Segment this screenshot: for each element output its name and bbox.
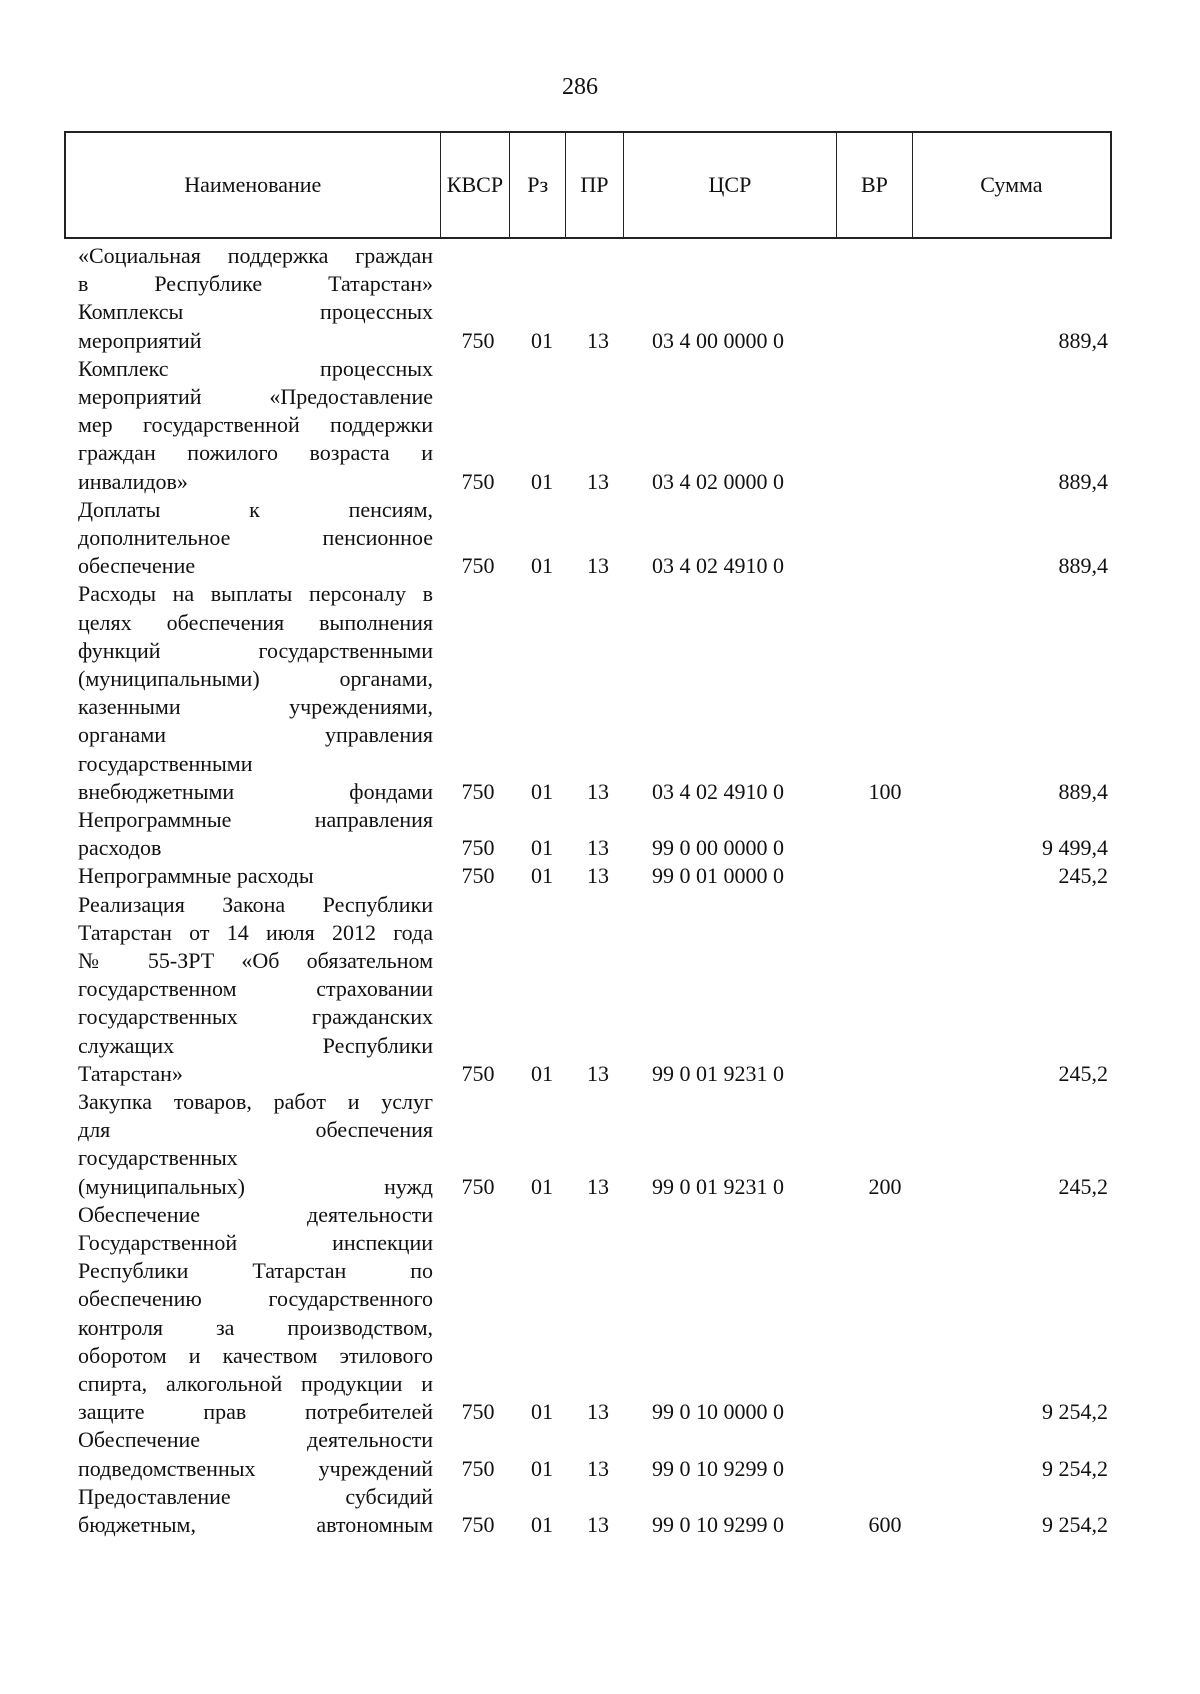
row-name	[78, 806, 433, 862]
table-row	[0, 242, 1200, 298]
row-pr: 13	[587, 1060, 609, 1086]
row-pr: 13	[587, 327, 609, 353]
header-name: Наименование	[66, 133, 441, 237]
table-row	[0, 1426, 1200, 1482]
row-name-line: (муниципальных) нужд	[78, 1173, 433, 1199]
row-name-line: государственных гражданских	[78, 1004, 433, 1030]
row-name-line: для обеспечения	[78, 1117, 433, 1143]
row-pr: 13	[587, 1173, 609, 1199]
row-name-line: бюджетным, автономным	[78, 1511, 433, 1537]
row-sum: 245,2	[1058, 1173, 1108, 1199]
row-pr: 13	[587, 863, 609, 889]
row-kvsr: 750	[461, 1511, 495, 1537]
row-name-line: Комплекс процессных	[78, 355, 433, 381]
row-name-line: Реализация Закона Республики	[78, 891, 433, 917]
row-name-line: Доплаты к пенсиям,	[78, 496, 433, 522]
table-row	[0, 1201, 1200, 1427]
row-kvsr: 750	[461, 835, 495, 861]
header-pr: ПР	[566, 133, 624, 237]
table-row	[0, 862, 1200, 890]
row-sum: 245,2	[1058, 1060, 1108, 1086]
row-name	[78, 242, 433, 298]
row-name-line: оборотом и качеством этилового	[78, 1342, 433, 1368]
row-name-line: мер государственной поддержки	[78, 412, 433, 438]
row-csr: 99 0 01 0000 0	[652, 863, 784, 889]
row-name-line: государственном страховании	[78, 976, 433, 1002]
header-csr: ЦСР	[624, 133, 837, 237]
row-csr: 03 4 02 4910 0	[652, 553, 784, 579]
row-csr: 99 0 10 9299 0	[652, 1455, 784, 1481]
row-rz: 01	[531, 1455, 553, 1481]
row-csr: 99 0 10 9299 0	[652, 1511, 784, 1537]
row-name-line: Закупка товаров, работ и услуг	[78, 1088, 433, 1114]
header-vr: ВР	[837, 133, 913, 237]
row-name-line: Государственной инспекции	[78, 1229, 433, 1255]
row-kvsr: 750	[461, 553, 495, 579]
row-vr: 100	[868, 778, 902, 804]
row-vr: 600	[868, 1511, 902, 1537]
row-name-line: служащих Республики	[78, 1032, 433, 1058]
row-pr: 13	[587, 835, 609, 861]
row-name-line: расходов	[78, 835, 162, 861]
row-name-line: мероприятий «Предоставление	[78, 383, 433, 409]
row-sum: 9 499,4	[1042, 835, 1108, 861]
table-row	[0, 1483, 1200, 1539]
row-rz: 01	[531, 778, 553, 804]
row-kvsr: 750	[461, 778, 495, 804]
row-name-line: Предоставление субсидий	[78, 1483, 433, 1509]
table-row	[0, 496, 1200, 581]
row-name-line: Обеспечение деятельности	[78, 1427, 433, 1453]
header-rz: Рз	[510, 133, 566, 237]
row-pr: 13	[587, 553, 609, 579]
row-name-line: Обеспечение деятельности	[78, 1201, 433, 1227]
row-rz: 01	[531, 468, 553, 494]
row-kvsr: 750	[461, 1173, 495, 1199]
row-name-line: органами управления	[78, 722, 433, 748]
row-pr: 13	[587, 1399, 609, 1425]
row-name-line: обеспечению государственного	[78, 1286, 433, 1312]
header-sum: Сумма	[980, 172, 1043, 197]
row-name-line: защите прав потребителей	[78, 1399, 433, 1425]
row-name	[78, 298, 433, 354]
row-rz: 01	[531, 553, 553, 579]
row-name-line: «Социальная поддержка граждан	[78, 243, 433, 268]
row-rz: 01	[531, 1511, 553, 1537]
page-number: 286	[562, 74, 598, 100]
row-name	[78, 1088, 433, 1201]
row-csr: 03 4 02 0000 0	[652, 468, 784, 494]
row-name-line: Непрограммные направления	[78, 806, 433, 832]
row-name-line: мероприятий	[78, 327, 202, 353]
row-name-line: Татарстан»	[78, 1060, 183, 1086]
row-name	[78, 1426, 433, 1482]
row-sum: 9 254,2	[1042, 1399, 1108, 1425]
table-row	[0, 891, 1200, 1088]
table-row	[0, 580, 1200, 806]
row-kvsr: 750	[461, 863, 495, 889]
row-kvsr: 750	[461, 1399, 495, 1425]
row-name-line: внебюджетными фондами	[78, 778, 433, 804]
row-name-line: Комплексы процессных	[78, 299, 433, 325]
row-csr: 99 0 01 9231 0	[652, 1173, 784, 1199]
row-csr: 99 0 01 9231 0	[652, 1060, 784, 1086]
row-rz: 01	[531, 1399, 553, 1425]
row-name-line: (муниципальными) органами,	[78, 665, 433, 691]
row-kvsr: 750	[461, 327, 495, 353]
row-csr: 03 4 00 0000 0	[652, 327, 784, 353]
row-name-line: инвалидов»	[78, 468, 188, 494]
table-row	[0, 298, 1200, 354]
row-name-line: государственных	[78, 1145, 238, 1171]
row-name-line: в Республике Татарстан»	[78, 271, 433, 297]
row-pr: 13	[587, 1455, 609, 1481]
row-name-line: государственными	[78, 750, 253, 776]
row-csr: 99 0 00 0000 0	[652, 835, 784, 861]
row-name-line: целях обеспечения выполнения	[78, 609, 433, 635]
row-csr: 03 4 02 4910 0	[652, 778, 784, 804]
row-name	[78, 496, 433, 581]
row-pr: 13	[587, 778, 609, 804]
row-name-line: подведомственных учреждений	[78, 1455, 433, 1481]
row-kvsr: 750	[461, 468, 495, 494]
table-row	[0, 355, 1200, 496]
row-kvsr: 750	[461, 1455, 495, 1481]
header-kvsr: КВСР	[441, 133, 511, 237]
row-name-line: контроля за производством,	[78, 1314, 433, 1340]
row-vr: 200	[868, 1173, 902, 1199]
row-rz: 01	[531, 1060, 553, 1086]
row-rz: 01	[531, 863, 553, 889]
row-pr: 13	[587, 1511, 609, 1537]
row-name-line: функций государственными	[78, 637, 433, 663]
table-body	[0, 242, 1200, 1539]
row-sum: 889,4	[1058, 553, 1108, 579]
row-name-line: казенными учреждениями,	[78, 694, 433, 720]
row-name	[78, 891, 433, 1088]
row-name-line: Непрограммные расходы	[78, 863, 314, 889]
row-pr: 13	[587, 468, 609, 494]
row-sum: 9 254,2	[1042, 1455, 1108, 1481]
row-name	[78, 355, 433, 496]
row-name	[78, 1201, 433, 1427]
row-rz: 01	[531, 327, 553, 353]
row-kvsr: 750	[461, 1060, 495, 1086]
row-rz: 01	[531, 1173, 553, 1199]
row-name-line: Расходы на выплаты персоналу в	[78, 581, 433, 607]
row-rz: 01	[531, 835, 553, 861]
row-name-line: дополнительное пенсионное	[78, 524, 433, 550]
row-name	[78, 580, 433, 806]
row-sum: 889,4	[1058, 327, 1108, 353]
row-name-line: граждан пожилого возраста и	[78, 440, 433, 466]
row-name	[78, 1483, 433, 1539]
row-csr: 99 0 10 0000 0	[652, 1399, 784, 1425]
row-name-line: Татарстан от 14 июля 2012 года	[78, 919, 433, 945]
row-sum: 9 254,2	[1042, 1511, 1108, 1537]
table-header	[64, 131, 1112, 239]
row-name-line: обеспечение	[78, 553, 196, 579]
table-row	[0, 806, 1200, 862]
row-sum: 889,4	[1058, 468, 1108, 494]
row-sum: 889,4	[1058, 778, 1108, 804]
row-sum: 245,2	[1058, 863, 1108, 889]
row-name	[78, 862, 433, 890]
table-row	[0, 1088, 1200, 1201]
row-name-line: № 55-ЗРТ «Об обязательном	[78, 947, 433, 973]
row-name-line: Республики Татарстан по	[78, 1258, 433, 1284]
row-name-line: спирта, алкогольной продукции и	[78, 1370, 433, 1396]
